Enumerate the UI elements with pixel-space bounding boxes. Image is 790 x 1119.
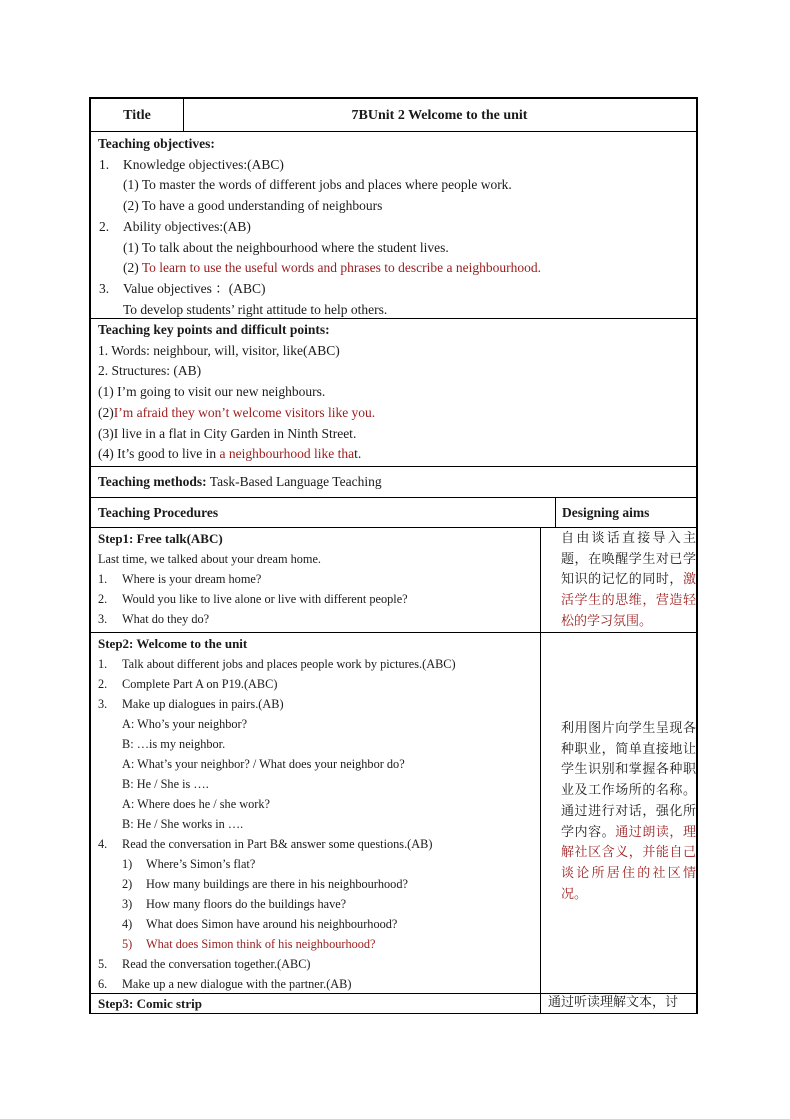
- step1-row: [89, 528, 698, 633]
- aims-label: Designing aims: [562, 505, 650, 520]
- step2-item: 1. Talk about different jobs and places people work by pictures.(ABC): [98, 657, 456, 671]
- question-item: 1) Where’s Simon’s flat?: [122, 857, 256, 871]
- key-points-heading: Teaching key points and difficult points:: [98, 322, 330, 337]
- step2-item: 2. Complete Part A on P19.(ABC): [98, 677, 278, 691]
- key-point-line: (2)I’m afraid they won’t welcome visitors like you.: [98, 404, 376, 420]
- dialogue-line: A: What’s your neighbor? / What does your neighbor do?: [122, 757, 405, 771]
- title-label: Title: [123, 108, 151, 123]
- step2-item: 6. Make up a new dialogue with the partner.(AB): [98, 977, 352, 991]
- methods-label: Teaching methods:: [98, 474, 207, 489]
- question-item: 2) How many buildings are there in his neighbourhood?: [122, 877, 408, 891]
- title-value: 7BUnit 2 Welcome to the unit: [351, 108, 528, 123]
- step1-title: Step1: Free talk(ABC): [98, 531, 223, 546]
- objective-sub: (2) To learn to use the useful words and phrases to describe a neighbourhood.: [123, 260, 541, 276]
- objectives-heading: Teaching objectives:: [98, 136, 215, 151]
- dialogue-line: B: He / She is ….: [122, 777, 209, 791]
- methods-row: [89, 467, 698, 498]
- key-point-line: 1. Words: neighbour, will, visitor, like(ABC): [98, 342, 340, 358]
- objective-sub: To develop students’ right attitude to help others.: [123, 301, 388, 317]
- step1-item: 1. Where is your dream home?: [98, 572, 262, 586]
- step2-row: [89, 633, 698, 994]
- dialogue-line: A: Who’s your neighbor?: [122, 717, 248, 731]
- title-row: [89, 97, 698, 132]
- step1-item: 3. What do they do?: [98, 612, 210, 626]
- dialogue-line: A: Where does he / she work?: [122, 797, 270, 811]
- key-point-line: (4) It’s good to live in a neighbourhood like that.: [98, 446, 362, 462]
- objective-sub: (1) To master the words of different jobs and places where people work.: [123, 177, 512, 193]
- step3-row: [89, 994, 698, 1014]
- key-point-line: 2. Structures: (AB): [98, 363, 202, 379]
- lesson-plan-table: [89, 97, 698, 1014]
- step2-item: 3. Make up dialogues in pairs.(AB): [98, 697, 284, 711]
- key-point-line: (1) I’m going to visit our new neighbours.: [98, 384, 326, 400]
- objective-sub: (1) To talk about the neighbourhood where the student lives.: [123, 239, 449, 255]
- key-points-section: [89, 319, 698, 467]
- objectives-section: [89, 132, 698, 319]
- dialogue-line: B: He / She works in ….: [122, 817, 244, 831]
- procedures-label: Teaching Procedures: [98, 505, 219, 520]
- objective-item: 3. Value objectives ：(ABC): [99, 280, 266, 296]
- step3-aim: 通过听读理解文本，讨: [548, 995, 679, 1010]
- step2-item: 4. Read the conversation in Part B& answer some questions.(AB): [98, 837, 433, 851]
- methods-value: Task-Based Language Teaching: [209, 474, 382, 489]
- objective-item: 2. Ability objectives:(AB): [99, 218, 251, 234]
- step2-aim: 利用图片向学生呈现各种职业，简单直接地让学生识别和掌握各种职业及工作场所的名称。通过进行对话，强化所学内容。通过朗读，理解社区含义，并能自己谈论所居住的社区情况。: [561, 721, 696, 902]
- question-item: 4) What does Simon have around his neighbourhood?: [122, 917, 398, 931]
- step1-item: 2. Would you like to live alone or live with different people?: [98, 592, 408, 606]
- key-point-line: (3)I live in a flat in City Garden in Ninth Street.: [98, 425, 357, 441]
- objective-item: 1. Knowledge objectives:(ABC): [99, 156, 284, 172]
- step1-aim: 自由谈话直接导入主题，在唤醒学生对已学知识的记忆的同时，激活学生的思维，营造轻松的学习氛围。: [561, 531, 696, 629]
- step1-intro: Last time, we talked about your dream home.: [98, 552, 321, 566]
- step2-item: 5. Read the conversation together.(ABC): [98, 957, 311, 971]
- procedures-header: [89, 498, 698, 528]
- step3-title: Step3: Comic strip: [98, 996, 202, 1011]
- step2-title: Step2: Welcome to the unit: [98, 636, 248, 651]
- question-item: 3) How many floors do the buildings have?: [122, 897, 347, 911]
- objective-sub: (2) To have a good understanding of neighbours: [123, 198, 383, 214]
- dialogue-line: B: …is my neighbor.: [122, 737, 226, 751]
- question-item: 5) What does Simon think of his neighbourhood?: [122, 937, 376, 951]
